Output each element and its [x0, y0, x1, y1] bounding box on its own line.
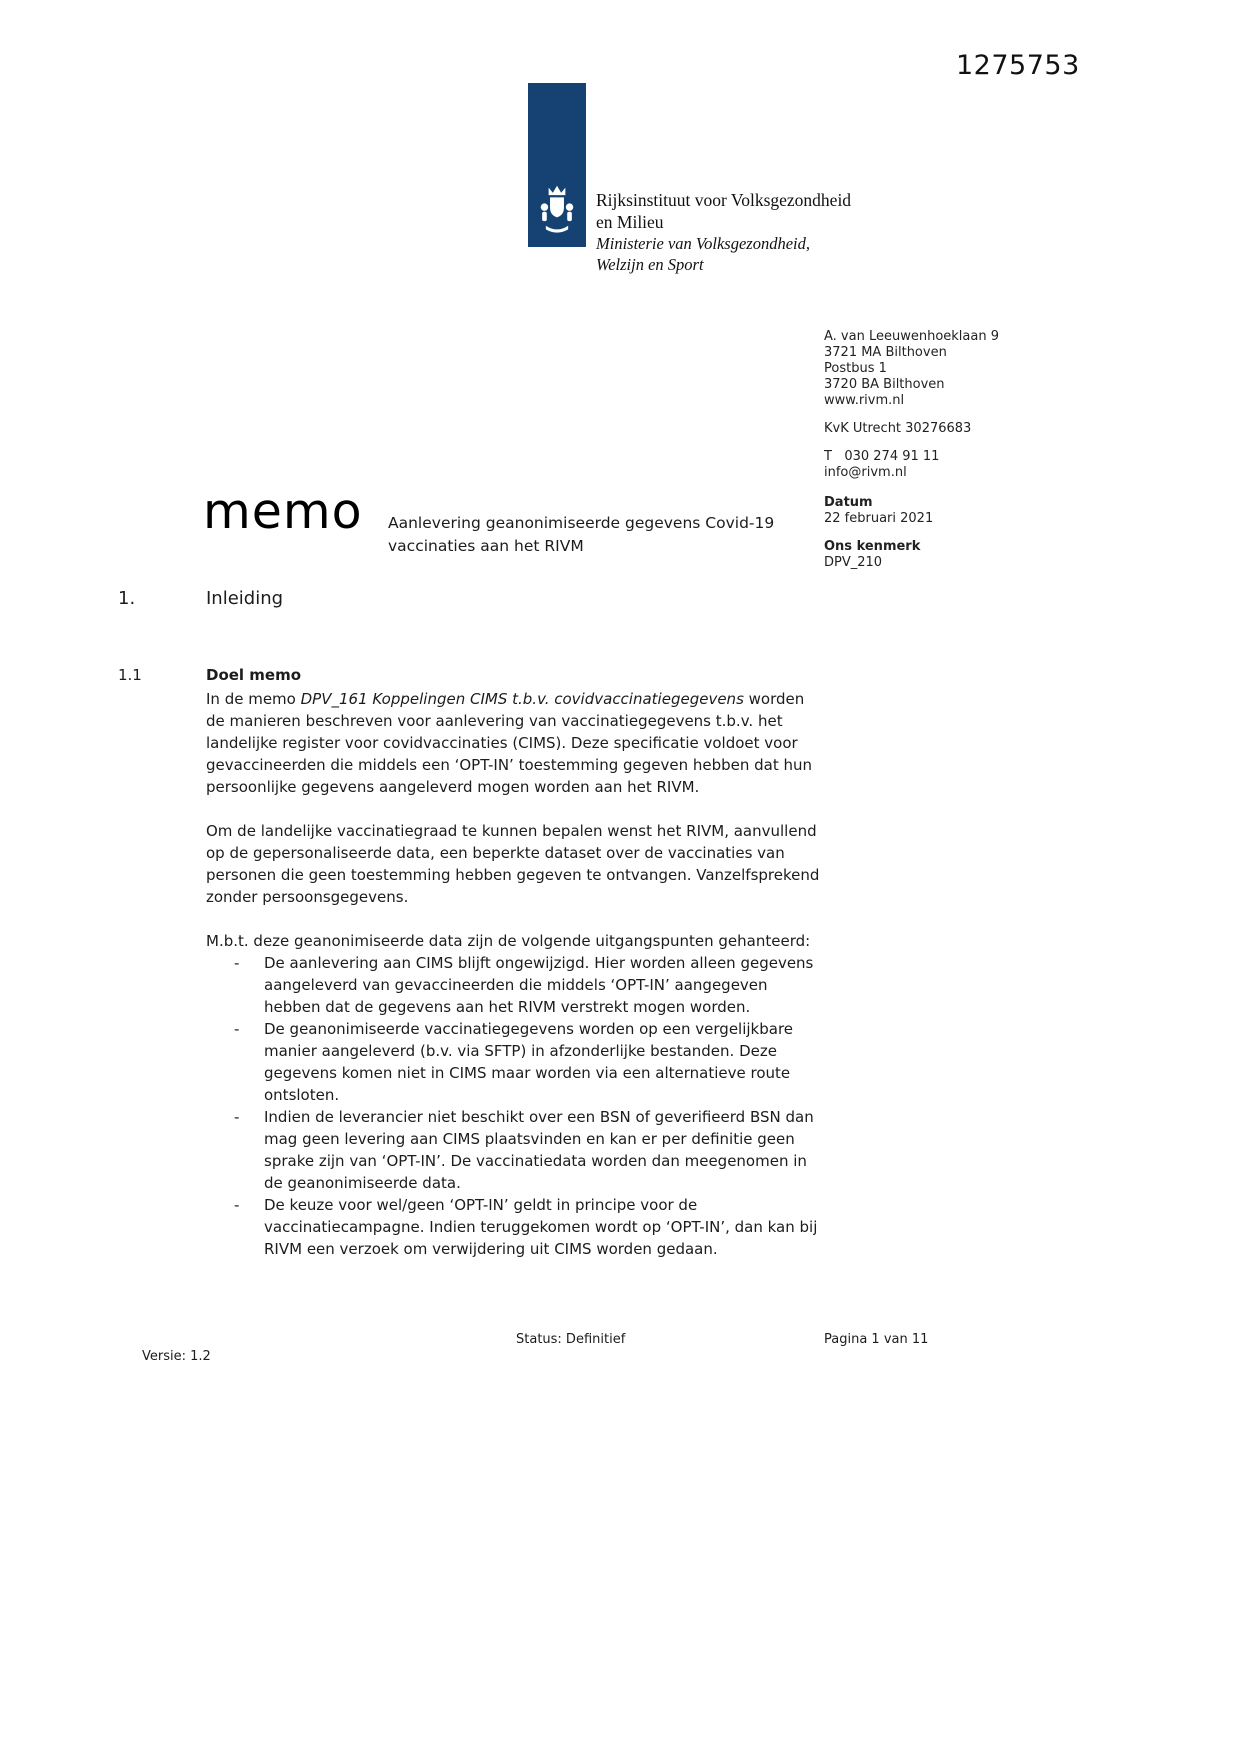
- datum-label: Datum: [824, 495, 873, 510]
- paragraph-1: [206, 688, 822, 798]
- address-line: 3721 MA Bilthoven: [824, 345, 947, 360]
- paragraph-1-rest: worden de manieren beschreven voor aanlevering van vaccinatiegegevens t.b.v. het landelijke register voor covidvaccinaties (CIMS). Deze specificatie voldoet voor gevaccineerden die middels een ‘OPT-IN’ toestemming gegeven hebben dat hun persoonlijke gegevens aangeleverd mogen worden aan het RIVM.: [206, 690, 813, 796]
- postal-address: [824, 329, 1044, 409]
- paragraph-1-pre: In de memo: [206, 690, 301, 708]
- kenmerk-label: Ons kenmerk: [824, 539, 921, 554]
- kenmerk-group: [824, 539, 1044, 571]
- memo-title: memo: [203, 483, 363, 540]
- datum-value: 22 februari 2021: [824, 511, 934, 526]
- logo-wordmark: [596, 189, 851, 275]
- address-line: 3720 BA Bilthoven: [824, 377, 945, 392]
- org-name-line2: en Milieu: [596, 212, 664, 232]
- rijksoverheid-logo-ribbon: [528, 83, 586, 247]
- memo-subject: Aanlevering geanonimiseerde gegevens Covid-19 vaccinaties aan het RIVM: [388, 514, 775, 555]
- paragraph-3: M.b.t. deze geanonimiseerde data zijn de volgende uitgangspunten gehanteerd:: [206, 932, 811, 950]
- list-item: - De aanlevering aan CIMS blijft ongewijzigd. Hier worden alleen gegevens aangeleverd van gevaccineerden die middels ‘OPT-IN’ aangegeven hebben dat de gegevens aan het RIVM verstrekt mogen worden.: [206, 952, 822, 1018]
- footer-page-number: Pagina 1 van 11: [824, 1332, 929, 1347]
- email-link: info@rivm.nl: [824, 465, 907, 480]
- section-title: Doel memo: [206, 666, 302, 684]
- section-number: 1.: [118, 588, 136, 609]
- ministry-line2: Welzijn en Sport: [596, 255, 704, 274]
- paragraph-2: Om de landelijke vaccinatiegraad te kunnen bepalen wenst het RIVM, aanvullend op de gepersonaliseerde data, een beperkte dataset over de vaccinaties van personen die geen toestemming hebben gegeven te ontvangen. Vanzelfsprekend zonder persoonsgegevens.: [206, 822, 820, 906]
- coat-of-arms-icon: [538, 183, 576, 239]
- phone-line: T 030 274 91 11: [824, 449, 940, 464]
- list-item: - De keuze voor wel/geen ‘OPT-IN’ geldt in principe voor de vaccinatiecampagne. Indien teruggekomen wordt op ‘OPT-IN’, dan kan bij RIVM een verzoek om verwijdering uit CIMS worden gedaan.: [206, 1194, 822, 1260]
- section-number: 1.1: [118, 666, 142, 684]
- section-1-heading: [118, 588, 283, 609]
- document-number: 1275753: [956, 50, 1080, 81]
- contact-block: [824, 329, 1044, 571]
- org-name-line1: Rijksinstituut voor Volksgezondheid: [596, 190, 852, 210]
- datum-group: [824, 495, 1044, 527]
- list-item: - Indien de leverancier niet beschikt over een BSN of geverifieerd BSN dan mag geen levering aan CIMS plaatsvinden en kan er per definitie geen sprake zijn van ‘OPT-IN’. De vaccinatiedata worden dan meegenomen in de geanonimiseerde data.: [206, 1106, 822, 1194]
- address-line: Postbus 1: [824, 361, 887, 376]
- paragraph-1-reference: DPV_161 Koppelingen CIMS t.b.v. covidvaccinatiegegevens: [300, 690, 744, 708]
- kvk-line: KvK Utrecht 30276683: [824, 421, 972, 436]
- uitgangspunten-list: [206, 952, 822, 1260]
- website-link: www.rivm.nl: [824, 393, 905, 408]
- list-item: - De geanonimiseerde vaccinatiegegevens worden op een vergelijkbare manier aangeleverd (b.v. via SFTP) in afzonderlijke bestanden. Deze gegevens komen niet in CIMS maar worden via een alternatieve route ontsloten.: [206, 1018, 822, 1106]
- kenmerk-value: DPV_210: [824, 555, 883, 570]
- section-title: Inleiding: [206, 588, 284, 609]
- ministry-line1: Ministerie van Volksgezondheid,: [596, 234, 811, 253]
- footer-version: Versie: 1.2: [142, 1349, 211, 1364]
- address-line: A. van Leeuwenhoeklaan 9: [824, 329, 999, 344]
- memo-body: [206, 688, 822, 1260]
- footer-status: Status: Definitief: [516, 1332, 626, 1347]
- phone-email-group: [824, 449, 1044, 481]
- section-1-1-heading: [118, 666, 301, 684]
